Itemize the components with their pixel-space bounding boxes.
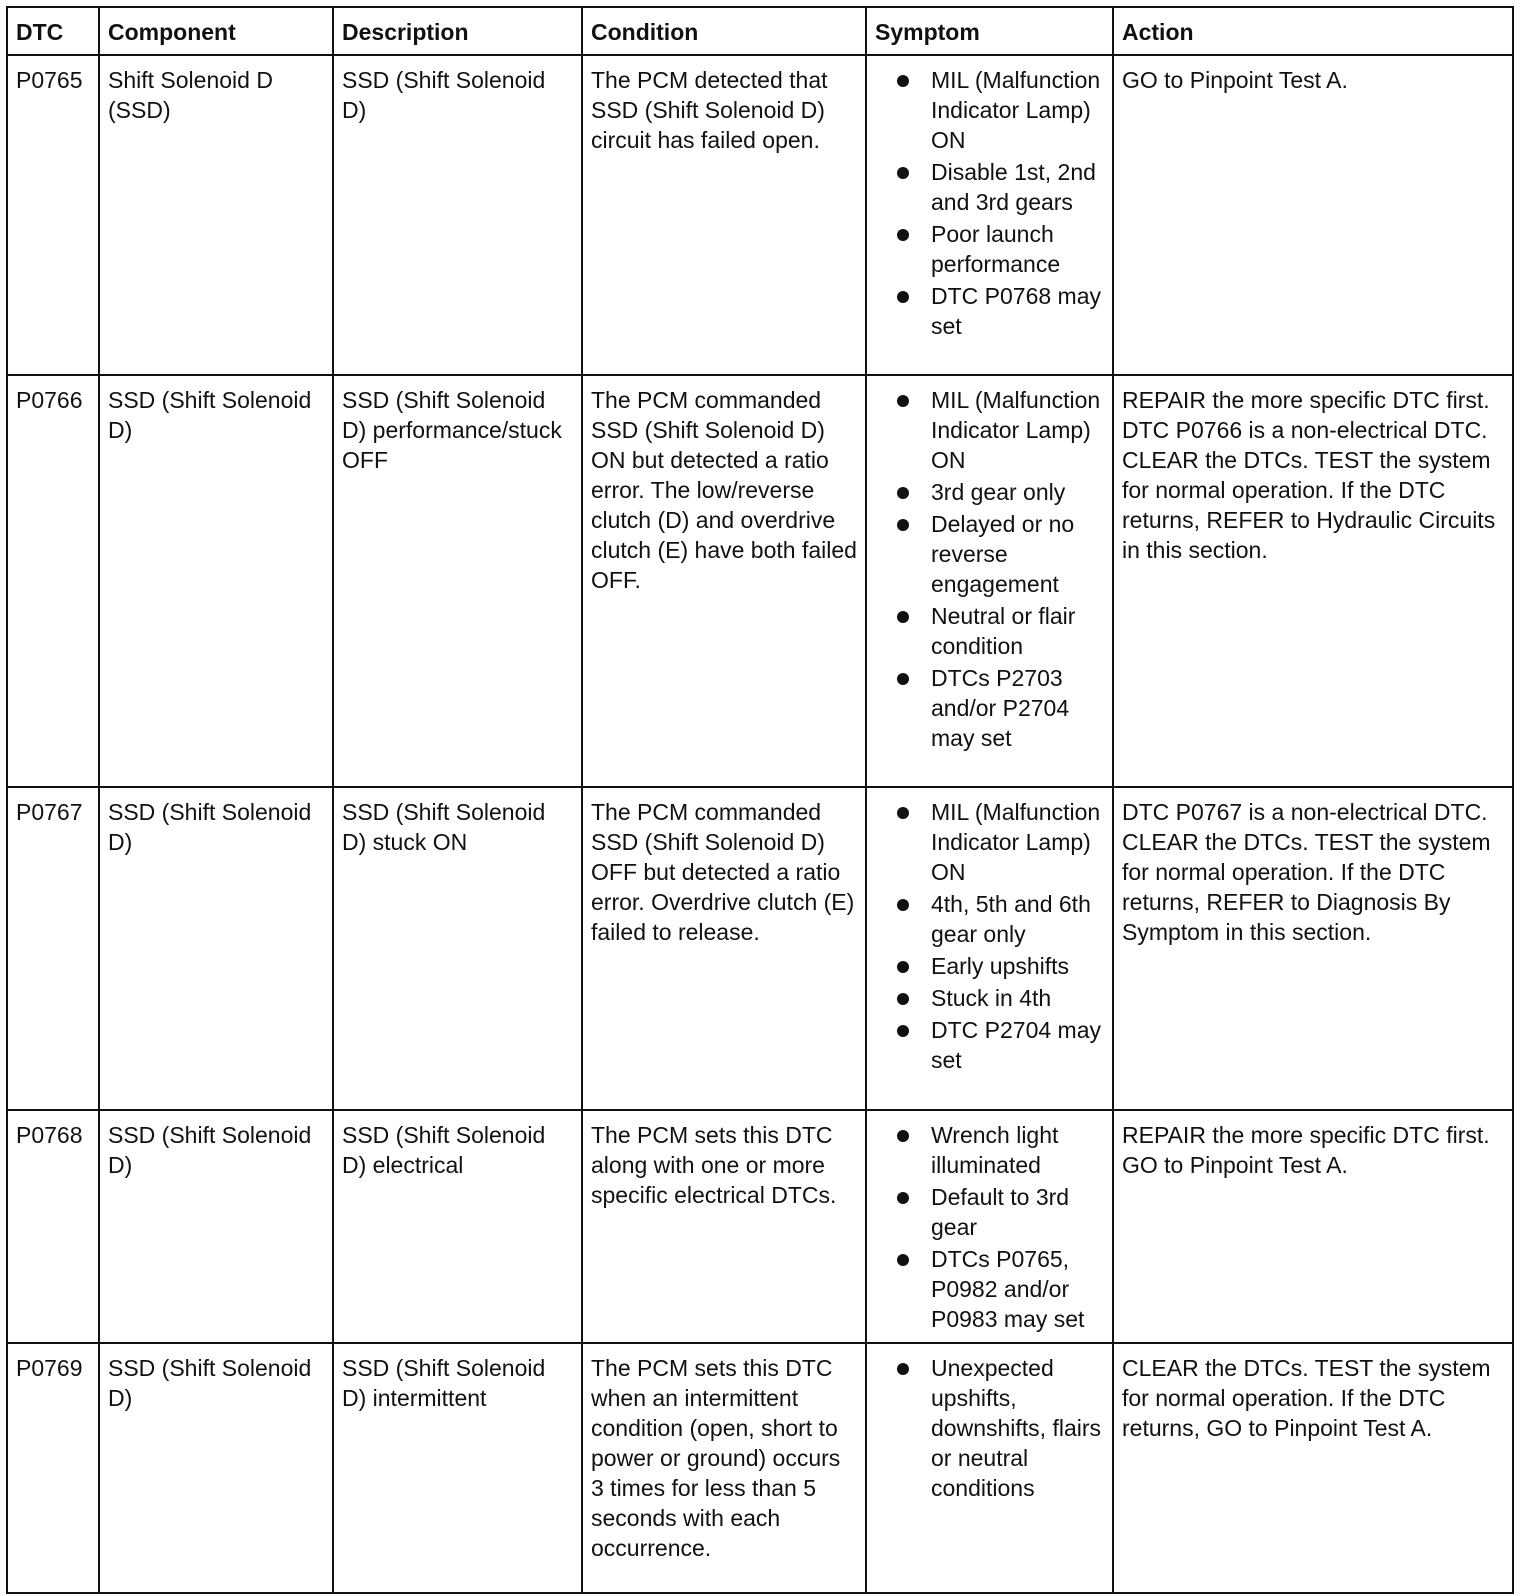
description-cell: SSD (Shift Solenoid D) electrical	[333, 1110, 582, 1343]
symptom-item	[897, 219, 1104, 279]
symptom-item	[897, 951, 1104, 981]
symptom-text: DTC P2704 may set	[931, 1017, 1102, 1073]
header-description: Description	[333, 7, 582, 55]
bullet-icon	[897, 1025, 909, 1037]
bullet-icon	[897, 75, 909, 87]
bullet-icon	[897, 519, 909, 531]
symptom-cell	[866, 1110, 1113, 1343]
condition-cell: The PCM sets this DTC when an intermittent condition (open, short to power or ground) occurs 3 times for less than 5 seconds with each occurrence.	[582, 1343, 866, 1593]
header-dtc: DTC	[7, 7, 99, 55]
symptom-item	[897, 157, 1104, 217]
header-component: Component	[99, 7, 333, 55]
condition-cell: The PCM sets this DTC along with one or more specific electrical DTCs.	[582, 1110, 866, 1343]
dtc-code: P0768	[7, 1110, 99, 1343]
symptom-text: Early upshifts	[931, 953, 1070, 979]
bullet-icon	[897, 395, 909, 407]
symptom-text: Default to 3rd gear	[931, 1184, 1070, 1240]
symptom-item	[897, 477, 1104, 507]
symptom-item	[897, 281, 1104, 341]
description-cell: SSD (Shift Solenoid D) performance/stuck OFF	[333, 375, 582, 787]
bullet-icon	[897, 291, 909, 303]
symptom-text: MIL (Malfunction Indicator Lamp) ON	[931, 387, 1101, 473]
bullet-icon	[897, 993, 909, 1005]
symptom-item	[897, 1182, 1104, 1242]
bullet-icon	[897, 487, 909, 499]
bullet-icon	[897, 611, 909, 623]
bullet-icon	[897, 1254, 909, 1266]
symptom-cell	[866, 375, 1113, 787]
component-cell: SSD (Shift Solenoid D)	[99, 1110, 333, 1343]
header-symptom: Symptom	[866, 7, 1113, 55]
symptom-item	[897, 1015, 1104, 1075]
bullet-icon	[897, 229, 909, 241]
dtc-code: P0769	[7, 1343, 99, 1593]
symptom-item	[897, 983, 1104, 1013]
symptom-text: Wrench light illuminated	[931, 1122, 1059, 1178]
description-cell: SSD (Shift Solenoid D) stuck ON	[333, 787, 582, 1110]
table-row	[7, 1110, 1513, 1343]
dtc-code: P0766	[7, 375, 99, 787]
symptom-list	[875, 1120, 1104, 1334]
bullet-icon	[897, 899, 909, 911]
symptom-text: Delayed or no reverse engagement	[931, 511, 1075, 597]
symptom-item	[897, 65, 1104, 155]
symptom-text: Unexpected upshifts, downshifts, flairs or neutral conditions	[931, 1355, 1102, 1501]
symptom-item	[897, 797, 1104, 887]
symptom-list	[875, 385, 1104, 753]
bullet-icon	[897, 1130, 909, 1142]
component-cell: SSD (Shift Solenoid D)	[99, 1343, 333, 1593]
description-cell: SSD (Shift Solenoid D) intermittent	[333, 1343, 582, 1593]
table-row	[7, 787, 1513, 1110]
symptom-text: DTCs P0765, P0982 and/or P0983 may set	[931, 1246, 1085, 1332]
table-row	[7, 375, 1513, 787]
action-cell: CLEAR the DTCs. TEST the system for normal operation. If the DTC returns, GO to Pinpoint Test A.	[1113, 1343, 1513, 1593]
symptom-list	[875, 1353, 1104, 1503]
symptom-item	[897, 1353, 1104, 1503]
symptom-text: Poor launch performance	[931, 221, 1061, 277]
table-row	[7, 1343, 1513, 1593]
header-action: Action	[1113, 7, 1513, 55]
description-cell: SSD (Shift Solenoid D)	[333, 55, 582, 375]
dtc-code: P0767	[7, 787, 99, 1110]
dtc-code: P0765	[7, 55, 99, 375]
symptom-text: Neutral or flair condition	[931, 603, 1076, 659]
symptom-item	[897, 509, 1104, 599]
dtc-table	[6, 6, 1514, 1594]
symptom-list	[875, 797, 1104, 1075]
action-cell: REPAIR the more specific DTC first. GO to Pinpoint Test A.	[1113, 1110, 1513, 1343]
symptom-list	[875, 65, 1104, 341]
symptom-item	[897, 601, 1104, 661]
condition-cell: The PCM detected that SSD (Shift Solenoid D) circuit has failed open.	[582, 55, 866, 375]
symptom-cell	[866, 787, 1113, 1110]
symptom-item	[897, 1120, 1104, 1180]
symptom-cell	[866, 55, 1113, 375]
bullet-icon	[897, 961, 909, 973]
bullet-icon	[897, 167, 909, 179]
symptom-text: MIL (Malfunction Indicator Lamp) ON	[931, 67, 1101, 153]
symptom-text: DTCs P2703 and/or P2704 may set	[931, 665, 1070, 751]
symptom-item	[897, 889, 1104, 949]
table-row	[7, 55, 1513, 375]
bullet-icon	[897, 807, 909, 819]
bullet-icon	[897, 1363, 909, 1375]
bullet-icon	[897, 673, 909, 685]
action-cell: REPAIR the more specific DTC first. DTC P0766 is a non-electrical DTC. CLEAR the DTCs. TEST the system for normal operation. If the DTC returns, REFER to Hydraulic Circuits in this section.	[1113, 375, 1513, 787]
symptom-item	[897, 1244, 1104, 1334]
symptom-text: Stuck in 4th	[931, 985, 1052, 1011]
symptom-text: Disable 1st, 2nd and 3rd gears	[931, 159, 1096, 215]
action-cell: GO to Pinpoint Test A.	[1113, 55, 1513, 375]
component-cell: SSD (Shift Solenoid D)	[99, 375, 333, 787]
header-condition: Condition	[582, 7, 866, 55]
symptom-text: 4th, 5th and 6th gear only	[931, 891, 1091, 947]
symptom-text: DTC P0768 may set	[931, 283, 1102, 339]
condition-cell: The PCM commanded SSD (Shift Solenoid D) ON but detected a ratio error. The low/reverse clutch (D) and overdrive clutch (E) have both failed OFF.	[582, 375, 866, 787]
symptom-text: MIL (Malfunction Indicator Lamp) ON	[931, 799, 1101, 885]
symptom-text: 3rd gear only	[931, 479, 1066, 505]
bullet-icon	[897, 1192, 909, 1204]
symptom-item	[897, 663, 1104, 753]
symptom-item	[897, 385, 1104, 475]
component-cell: SSD (Shift Solenoid D)	[99, 787, 333, 1110]
symptom-cell	[866, 1343, 1113, 1593]
action-cell: DTC P0767 is a non-electrical DTC. CLEAR the DTCs. TEST the system for normal operation. If the DTC returns, REFER to Diagnosis By Symptom in this section.	[1113, 787, 1513, 1110]
header-row	[7, 7, 1513, 55]
component-cell: Shift Solenoid D (SSD)	[99, 55, 333, 375]
condition-cell: The PCM commanded SSD (Shift Solenoid D) OFF but detected a ratio error. Overdrive clutch (E) failed to release.	[582, 787, 866, 1110]
